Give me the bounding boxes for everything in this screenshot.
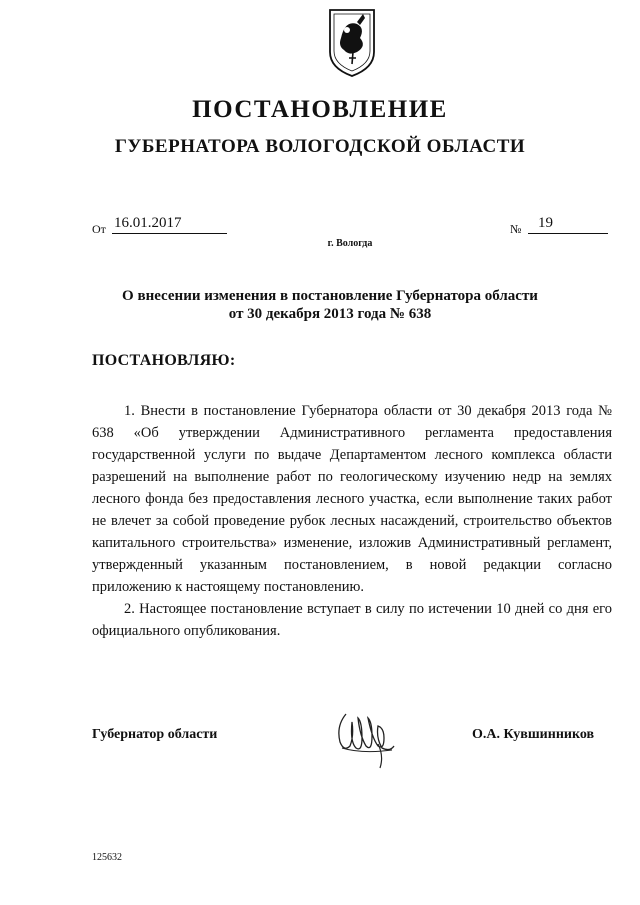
paragraph-2: 2. Настоящее постановление вступает в силу по истечении 10 дней со дня его официального опубликования.: [92, 601, 612, 639]
handwritten-signature: [332, 708, 398, 770]
city-label: г. Вологда: [327, 238, 373, 249]
date-prefix: От: [92, 222, 106, 236]
footer-code: 125632: [92, 852, 122, 863]
subject-line-2: от 30 декабря 2013 года № 638: [228, 306, 432, 322]
document-title: ПОСТАНОВЛЕНИЕ: [192, 96, 448, 123]
number-prefix: №: [510, 222, 522, 236]
resolve-heading: ПОСТАНОВЛЯЮ:: [92, 352, 236, 369]
signer-position: Губернатор области: [92, 727, 218, 742]
subject-line-1: О внесении изменения в постановление Губернатора области: [122, 288, 538, 304]
document-date: 16.01.2017: [112, 214, 227, 234]
coat-of-arms-icon: [327, 8, 377, 78]
paragraph-1: 1. Внести в постановление Губернатора области от 30 декабря 2013 года № 638 «Об утверждении Административного регламента предоставления государственной услуги по выдаче Департаментом лесного комплекса области разрешений на выполнение работ по геологическому изучению недр на землях лесного фонда без предоставления лесного участка, если выполнение таких работ не влечет за собой проведение рубок лесных насаждений, строительство объектов капитального строительства» изменение, изложив Административный регламент, утвержденный указанным постановлением, в новой редакции согласно приложению к настоящему постановлению.: [92, 403, 612, 595]
document-subtitle: ГУБЕРНАТОРА ВОЛОГОДСКОЙ ОБЛАСТИ: [114, 136, 526, 157]
signer-name: О.А. Кувшинников: [472, 727, 595, 742]
document-body: [92, 400, 612, 642]
document-number: 19: [528, 214, 608, 234]
document-subject: [100, 287, 560, 323]
